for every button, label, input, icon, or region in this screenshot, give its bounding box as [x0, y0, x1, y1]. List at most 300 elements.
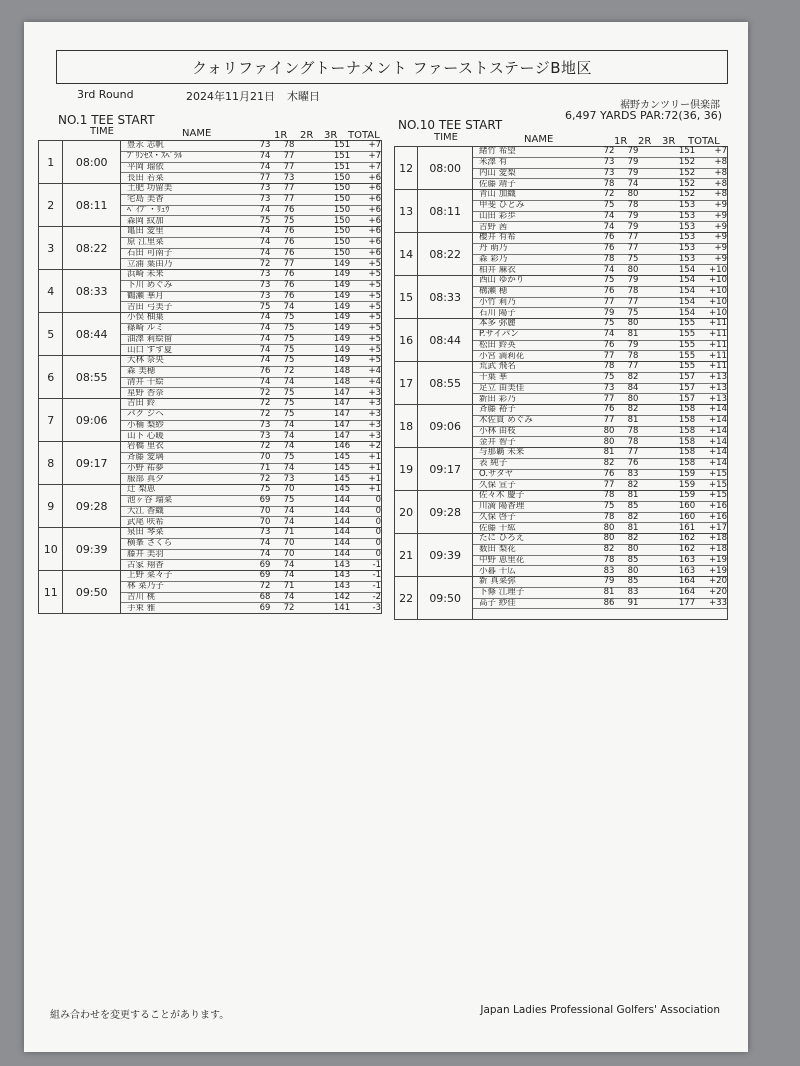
- score-to-par: +5: [368, 280, 381, 291]
- group-row: [39, 313, 382, 356]
- score-to-par: 0: [375, 548, 381, 559]
- score-total: 150: [333, 183, 351, 194]
- score-2r: 82: [627, 533, 639, 544]
- score-2r: 77: [627, 296, 639, 307]
- score-total: 153: [678, 232, 696, 243]
- player-row: [473, 523, 727, 533]
- player-row: [121, 141, 381, 152]
- score-total: 164: [678, 587, 696, 598]
- score-to-par: +7: [714, 146, 727, 157]
- score-2r: 80: [627, 264, 639, 275]
- player-list: [121, 571, 382, 614]
- player-name: 川満 陽香理: [479, 502, 525, 512]
- score-to-par: +8: [714, 167, 727, 178]
- score-2r: 78: [627, 286, 639, 297]
- group-number: 9: [39, 485, 63, 528]
- score-total: 155: [678, 350, 696, 361]
- score-1r: 74: [259, 204, 271, 215]
- player-row: [121, 388, 381, 398]
- score-2r: 75: [283, 323, 295, 334]
- score-1r: 82: [603, 544, 615, 555]
- score-2r: 78: [627, 200, 639, 211]
- player-row: [121, 485, 381, 496]
- score-1r: 74: [259, 226, 271, 237]
- score-1r: 75: [603, 318, 615, 329]
- player-row: [473, 566, 727, 576]
- score-1r: 83: [603, 565, 615, 576]
- group-row: [39, 270, 382, 313]
- player-row: [121, 603, 381, 613]
- player-row: [121, 410, 381, 421]
- score-2r: 74: [283, 376, 295, 387]
- group-number: 16: [395, 319, 418, 362]
- player-name: 武尾 咲希: [127, 517, 164, 527]
- score-total: 160: [678, 501, 696, 512]
- score-total: 155: [678, 329, 696, 340]
- score-to-par: +16: [709, 501, 727, 512]
- round-label: 3rd Round: [77, 88, 134, 101]
- score-1r: 76: [603, 286, 615, 297]
- group-row: [395, 405, 728, 448]
- score-1r: 76: [603, 339, 615, 350]
- player-name: 佐々木 慶子: [479, 491, 525, 501]
- score-total: 143: [333, 570, 351, 581]
- score-total: 158: [678, 458, 696, 469]
- group-row: [395, 233, 728, 276]
- score-to-par: +7: [368, 161, 381, 172]
- left-tee-table: [38, 140, 382, 614]
- score-1r: 74: [259, 247, 271, 258]
- tee-time: 08:33: [63, 270, 121, 313]
- score-2r: 74: [283, 301, 295, 312]
- group-number: 19: [395, 448, 418, 491]
- score-2r: 79: [627, 275, 639, 286]
- score-to-par: +10: [709, 275, 727, 286]
- player-row: [473, 373, 727, 384]
- score-to-par: 0: [375, 538, 381, 549]
- score-1r: 81: [603, 447, 615, 458]
- score-to-par: +9: [714, 221, 727, 232]
- score-2r: 91: [627, 597, 639, 608]
- player-name: 石田 可南子: [127, 248, 173, 258]
- player-list: [121, 227, 382, 270]
- score-total: 154: [678, 264, 696, 275]
- score-2r: 80: [627, 189, 639, 200]
- group-row: [395, 319, 728, 362]
- right-col-total: TOTAL: [688, 136, 720, 147]
- score-to-par: -1: [372, 581, 381, 592]
- group-row: [395, 190, 728, 233]
- venue-label: 裾野カンツリー倶楽部: [620, 100, 720, 111]
- player-row: [121, 474, 381, 484]
- score-1r: 74: [259, 323, 271, 334]
- score-to-par: +13: [709, 393, 727, 404]
- group-row: [39, 485, 382, 528]
- player-name: 山口 すず夏: [127, 345, 173, 355]
- tee-time: 09:17: [63, 442, 121, 485]
- player-list: [121, 313, 382, 356]
- score-to-par: +18: [709, 544, 727, 555]
- score-total: 163: [678, 554, 696, 565]
- score-1r: 74: [259, 161, 271, 172]
- course-info: 6,497 YARDS PAR:72(36, 36): [564, 109, 722, 122]
- score-1r: 73: [259, 140, 271, 151]
- group-number: 5: [39, 313, 63, 356]
- player-list: [121, 399, 382, 442]
- score-1r: 73: [259, 290, 271, 301]
- group-number: 8: [39, 442, 63, 485]
- player-row: [473, 599, 727, 610]
- score-to-par: +1: [368, 473, 381, 484]
- score-1r: 72: [259, 441, 271, 452]
- score-to-par: +13: [709, 382, 727, 393]
- score-total: 146: [333, 441, 351, 452]
- group-row: [39, 141, 382, 184]
- player-row: [121, 216, 381, 226]
- player-row: [473, 448, 727, 459]
- score-1r: 77: [603, 479, 615, 490]
- score-1r: 75: [259, 484, 271, 495]
- score-1r: 77: [603, 296, 615, 307]
- score-to-par: +20: [709, 576, 727, 587]
- score-total: 157: [678, 372, 696, 383]
- score-1r: 76: [603, 243, 615, 254]
- group-number: 10: [39, 528, 63, 571]
- tee-time: 08:44: [418, 319, 473, 362]
- score-to-par: +5: [368, 355, 381, 366]
- score-2r: 74: [283, 430, 295, 441]
- score-total: 153: [678, 243, 696, 254]
- score-total: 154: [678, 275, 696, 286]
- player-name: 小宮 満莉花: [479, 351, 525, 361]
- player-name: 表 純子: [479, 459, 508, 469]
- score-total: 143: [333, 559, 351, 570]
- player-name: P.サイパン: [479, 330, 519, 340]
- score-2r: 85: [627, 501, 639, 512]
- score-total: 150: [333, 194, 351, 205]
- player-row: [473, 319, 727, 330]
- score-total: 144: [333, 527, 351, 538]
- score-1r: 72: [603, 189, 615, 200]
- score-2r: 77: [627, 447, 639, 458]
- group-number: 4: [39, 270, 63, 313]
- score-1r: 80: [603, 533, 615, 544]
- player-name: 大林 奈央: [127, 356, 164, 366]
- score-total: 177: [678, 597, 696, 608]
- score-total: 143: [333, 581, 351, 592]
- score-to-par: +10: [709, 307, 727, 318]
- player-name: 青山 加織: [479, 190, 516, 200]
- score-1r: 74: [259, 312, 271, 323]
- score-to-par: +2: [368, 441, 381, 452]
- player-list: [473, 233, 728, 276]
- score-1r: 69: [259, 495, 271, 506]
- score-to-par: +6: [368, 194, 381, 205]
- player-name: 森 美穂: [127, 367, 156, 377]
- score-to-par: +15: [709, 468, 727, 479]
- tournament-title-box: [56, 50, 728, 84]
- player-name: 斉藤 愛璃: [127, 453, 164, 463]
- score-2r: 75: [283, 312, 295, 323]
- score-total: 152: [678, 157, 696, 168]
- player-row: [473, 158, 727, 169]
- score-1r: 75: [603, 372, 615, 383]
- score-total: 154: [678, 286, 696, 297]
- score-2r: 77: [283, 194, 295, 205]
- score-total: 145: [333, 462, 351, 473]
- score-total: 154: [678, 307, 696, 318]
- score-to-par: +10: [709, 296, 727, 307]
- score-to-par: +17: [709, 522, 727, 533]
- player-list: [473, 362, 728, 405]
- score-1r: 73: [259, 419, 271, 430]
- score-total: 149: [333, 301, 351, 312]
- player-list: [121, 184, 382, 227]
- group-number: 14: [395, 233, 418, 276]
- player-name: 千葉 華: [479, 373, 508, 383]
- score-2r: 77: [283, 258, 295, 269]
- player-name: 薮田 梨花: [479, 545, 516, 555]
- score-1r: 72: [259, 398, 271, 409]
- tee-time: 08:55: [418, 362, 473, 405]
- score-to-par: +6: [368, 237, 381, 248]
- player-row: [121, 367, 381, 378]
- score-total: 150: [333, 226, 351, 237]
- group-row: [39, 227, 382, 270]
- player-row: [121, 206, 381, 217]
- score-2r: 74: [283, 516, 295, 527]
- score-total: 153: [678, 200, 696, 211]
- player-row: [121, 421, 381, 432]
- score-to-par: +4: [368, 376, 381, 387]
- score-2r: 82: [627, 372, 639, 383]
- score-1r: 75: [603, 200, 615, 211]
- group-row: [39, 442, 382, 485]
- left-col-3r: 3R: [324, 130, 338, 141]
- score-total: 149: [333, 355, 351, 366]
- score-2r: 74: [283, 570, 295, 581]
- score-to-par: +11: [709, 350, 727, 361]
- player-name: 石川 陽子: [479, 308, 516, 318]
- score-2r: 79: [627, 167, 639, 178]
- player-name: 鶴瀬 華月: [127, 291, 164, 301]
- player-name: 金井 智子: [479, 437, 516, 447]
- score-total: 157: [678, 382, 696, 393]
- score-1r: 75: [603, 501, 615, 512]
- player-name: 本多 弥麗: [479, 319, 516, 329]
- score-total: 142: [333, 591, 351, 602]
- score-total: 148: [333, 366, 351, 377]
- player-name: 米澤 有: [479, 158, 508, 168]
- score-1r: 74: [603, 221, 615, 232]
- player-row: [121, 453, 381, 464]
- score-1r: 74: [259, 548, 271, 559]
- score-1r: 77: [603, 393, 615, 404]
- score-2r: 83: [627, 468, 639, 479]
- player-row: [473, 330, 727, 341]
- group-number: 18: [395, 405, 418, 448]
- score-total: 144: [333, 538, 351, 549]
- player-name: 服部 真夕: [127, 474, 164, 484]
- score-1r: 74: [259, 333, 271, 344]
- left-section-title: NO.1 TEE START: [58, 113, 155, 127]
- score-total: 164: [678, 576, 696, 587]
- score-2r: 77: [627, 232, 639, 243]
- score-total: 147: [333, 430, 351, 441]
- score-total: 158: [678, 425, 696, 436]
- score-total: 159: [678, 479, 696, 490]
- player-row: [473, 233, 727, 244]
- player-row: [473, 534, 727, 545]
- player-list: [473, 276, 728, 319]
- score-2r: 78: [627, 436, 639, 447]
- score-to-par: +33: [709, 597, 727, 608]
- group-row: [39, 184, 382, 227]
- score-to-par: +11: [709, 318, 727, 329]
- score-1r: 74: [259, 355, 271, 366]
- score-total: 157: [678, 393, 696, 404]
- group-row: [39, 571, 382, 614]
- score-total: 151: [333, 161, 351, 172]
- score-total: 149: [333, 323, 351, 334]
- score-to-par: +11: [709, 339, 727, 350]
- score-total: 150: [333, 204, 351, 215]
- player-row: [473, 459, 727, 470]
- score-2r: 83: [627, 587, 639, 598]
- score-total: 155: [678, 339, 696, 350]
- player-row: [473, 362, 727, 373]
- score-to-par: +3: [368, 398, 381, 409]
- score-1r: 73: [603, 382, 615, 393]
- player-row: [473, 201, 727, 212]
- player-row: [473, 169, 727, 180]
- right-col-2r: 2R: [638, 136, 652, 147]
- score-2r: 84: [627, 382, 639, 393]
- paper-sheet: [24, 22, 748, 1052]
- score-2r: 74: [627, 178, 639, 189]
- score-1r: 74: [603, 210, 615, 221]
- player-name: 亀田 愛里: [127, 227, 164, 237]
- player-row: [121, 313, 381, 324]
- player-name: 池ヶ谷 瑠菜: [127, 496, 173, 506]
- score-2r: 76: [283, 226, 295, 237]
- player-name: 山田 彩歩: [479, 211, 516, 221]
- score-to-par: +14: [709, 404, 727, 415]
- player-row: [473, 437, 727, 447]
- group-row: [395, 276, 728, 319]
- score-total: 158: [678, 436, 696, 447]
- player-name: 宅島 美香: [127, 195, 164, 205]
- score-total: 145: [333, 452, 351, 463]
- score-to-par: -1: [372, 559, 381, 570]
- player-row: [473, 190, 727, 201]
- player-name: たに ひろえ: [479, 534, 525, 544]
- player-list: [473, 491, 728, 534]
- score-2r: 80: [627, 544, 639, 555]
- score-to-par: +5: [368, 301, 381, 312]
- score-2r: 77: [283, 151, 295, 162]
- score-to-par: +10: [709, 286, 727, 297]
- score-total: 144: [333, 505, 351, 516]
- player-name: 足立 由美佳: [479, 383, 525, 393]
- player-row: [121, 517, 381, 527]
- score-total: 144: [333, 548, 351, 559]
- score-to-par: +3: [368, 409, 381, 420]
- tee-time: 09:50: [63, 571, 121, 614]
- score-to-par: +5: [368, 312, 381, 323]
- score-total: 161: [678, 522, 696, 533]
- score-total: 145: [333, 484, 351, 495]
- player-row: [121, 292, 381, 303]
- score-2r: 75: [283, 495, 295, 506]
- group-number: 12: [395, 147, 418, 190]
- score-2r: 76: [283, 237, 295, 248]
- player-name: 立浦 葉由乃: [127, 259, 173, 269]
- player-list: [473, 448, 728, 491]
- score-total: 144: [333, 516, 351, 527]
- score-1r: 78: [603, 554, 615, 565]
- score-1r: 80: [603, 425, 615, 436]
- score-2r: 75: [283, 387, 295, 398]
- tee-time: 08:00: [63, 141, 121, 184]
- score-1r: 69: [259, 570, 271, 581]
- score-1r: 73: [259, 527, 271, 538]
- score-to-par: +14: [709, 436, 727, 447]
- group-number: 11: [39, 571, 63, 614]
- player-row: [473, 513, 727, 524]
- player-row: [473, 341, 727, 352]
- player-name: ﾍﾞｲﾌﾟ・ﾘｭｳ: [127, 205, 170, 215]
- score-total: 149: [333, 312, 351, 323]
- score-1r: 73: [259, 280, 271, 291]
- player-name: 佐藤 千紘: [479, 523, 516, 533]
- score-to-par: +18: [709, 533, 727, 544]
- score-to-par: +5: [368, 323, 381, 334]
- player-list: [121, 528, 382, 571]
- score-2r: 76: [627, 458, 639, 469]
- score-2r: 72: [283, 602, 295, 613]
- score-to-par: +9: [714, 200, 727, 211]
- player-list: [473, 534, 728, 577]
- player-name: 緒竹 希望: [479, 147, 516, 157]
- score-total: 141: [333, 602, 351, 613]
- date-label: 2024年11月21日: [186, 90, 275, 103]
- score-2r: 79: [627, 210, 639, 221]
- left-col-name: NAME: [182, 128, 212, 139]
- score-1r: 78: [603, 361, 615, 372]
- score-to-par: +6: [368, 247, 381, 258]
- score-2r: 77: [627, 361, 639, 372]
- score-1r: 73: [259, 269, 271, 280]
- score-1r: 73: [603, 157, 615, 168]
- player-name: 小林 由枝: [479, 426, 516, 436]
- score-2r: 85: [627, 576, 639, 587]
- group-row: [395, 448, 728, 491]
- tee-time: 09:28: [63, 485, 121, 528]
- score-2r: 78: [283, 140, 295, 151]
- score-2r: 76: [283, 247, 295, 258]
- player-name: 小暮 千広: [479, 566, 516, 576]
- score-total: 163: [678, 565, 696, 576]
- score-2r: 75: [283, 452, 295, 463]
- score-to-par: +13: [709, 372, 727, 383]
- score-to-par: -1: [372, 570, 381, 581]
- score-to-par: +11: [709, 361, 727, 372]
- score-total: 158: [678, 404, 696, 415]
- player-name: 内山 愛梨: [479, 168, 516, 178]
- group-number: 6: [39, 356, 63, 399]
- player-row: [121, 560, 381, 570]
